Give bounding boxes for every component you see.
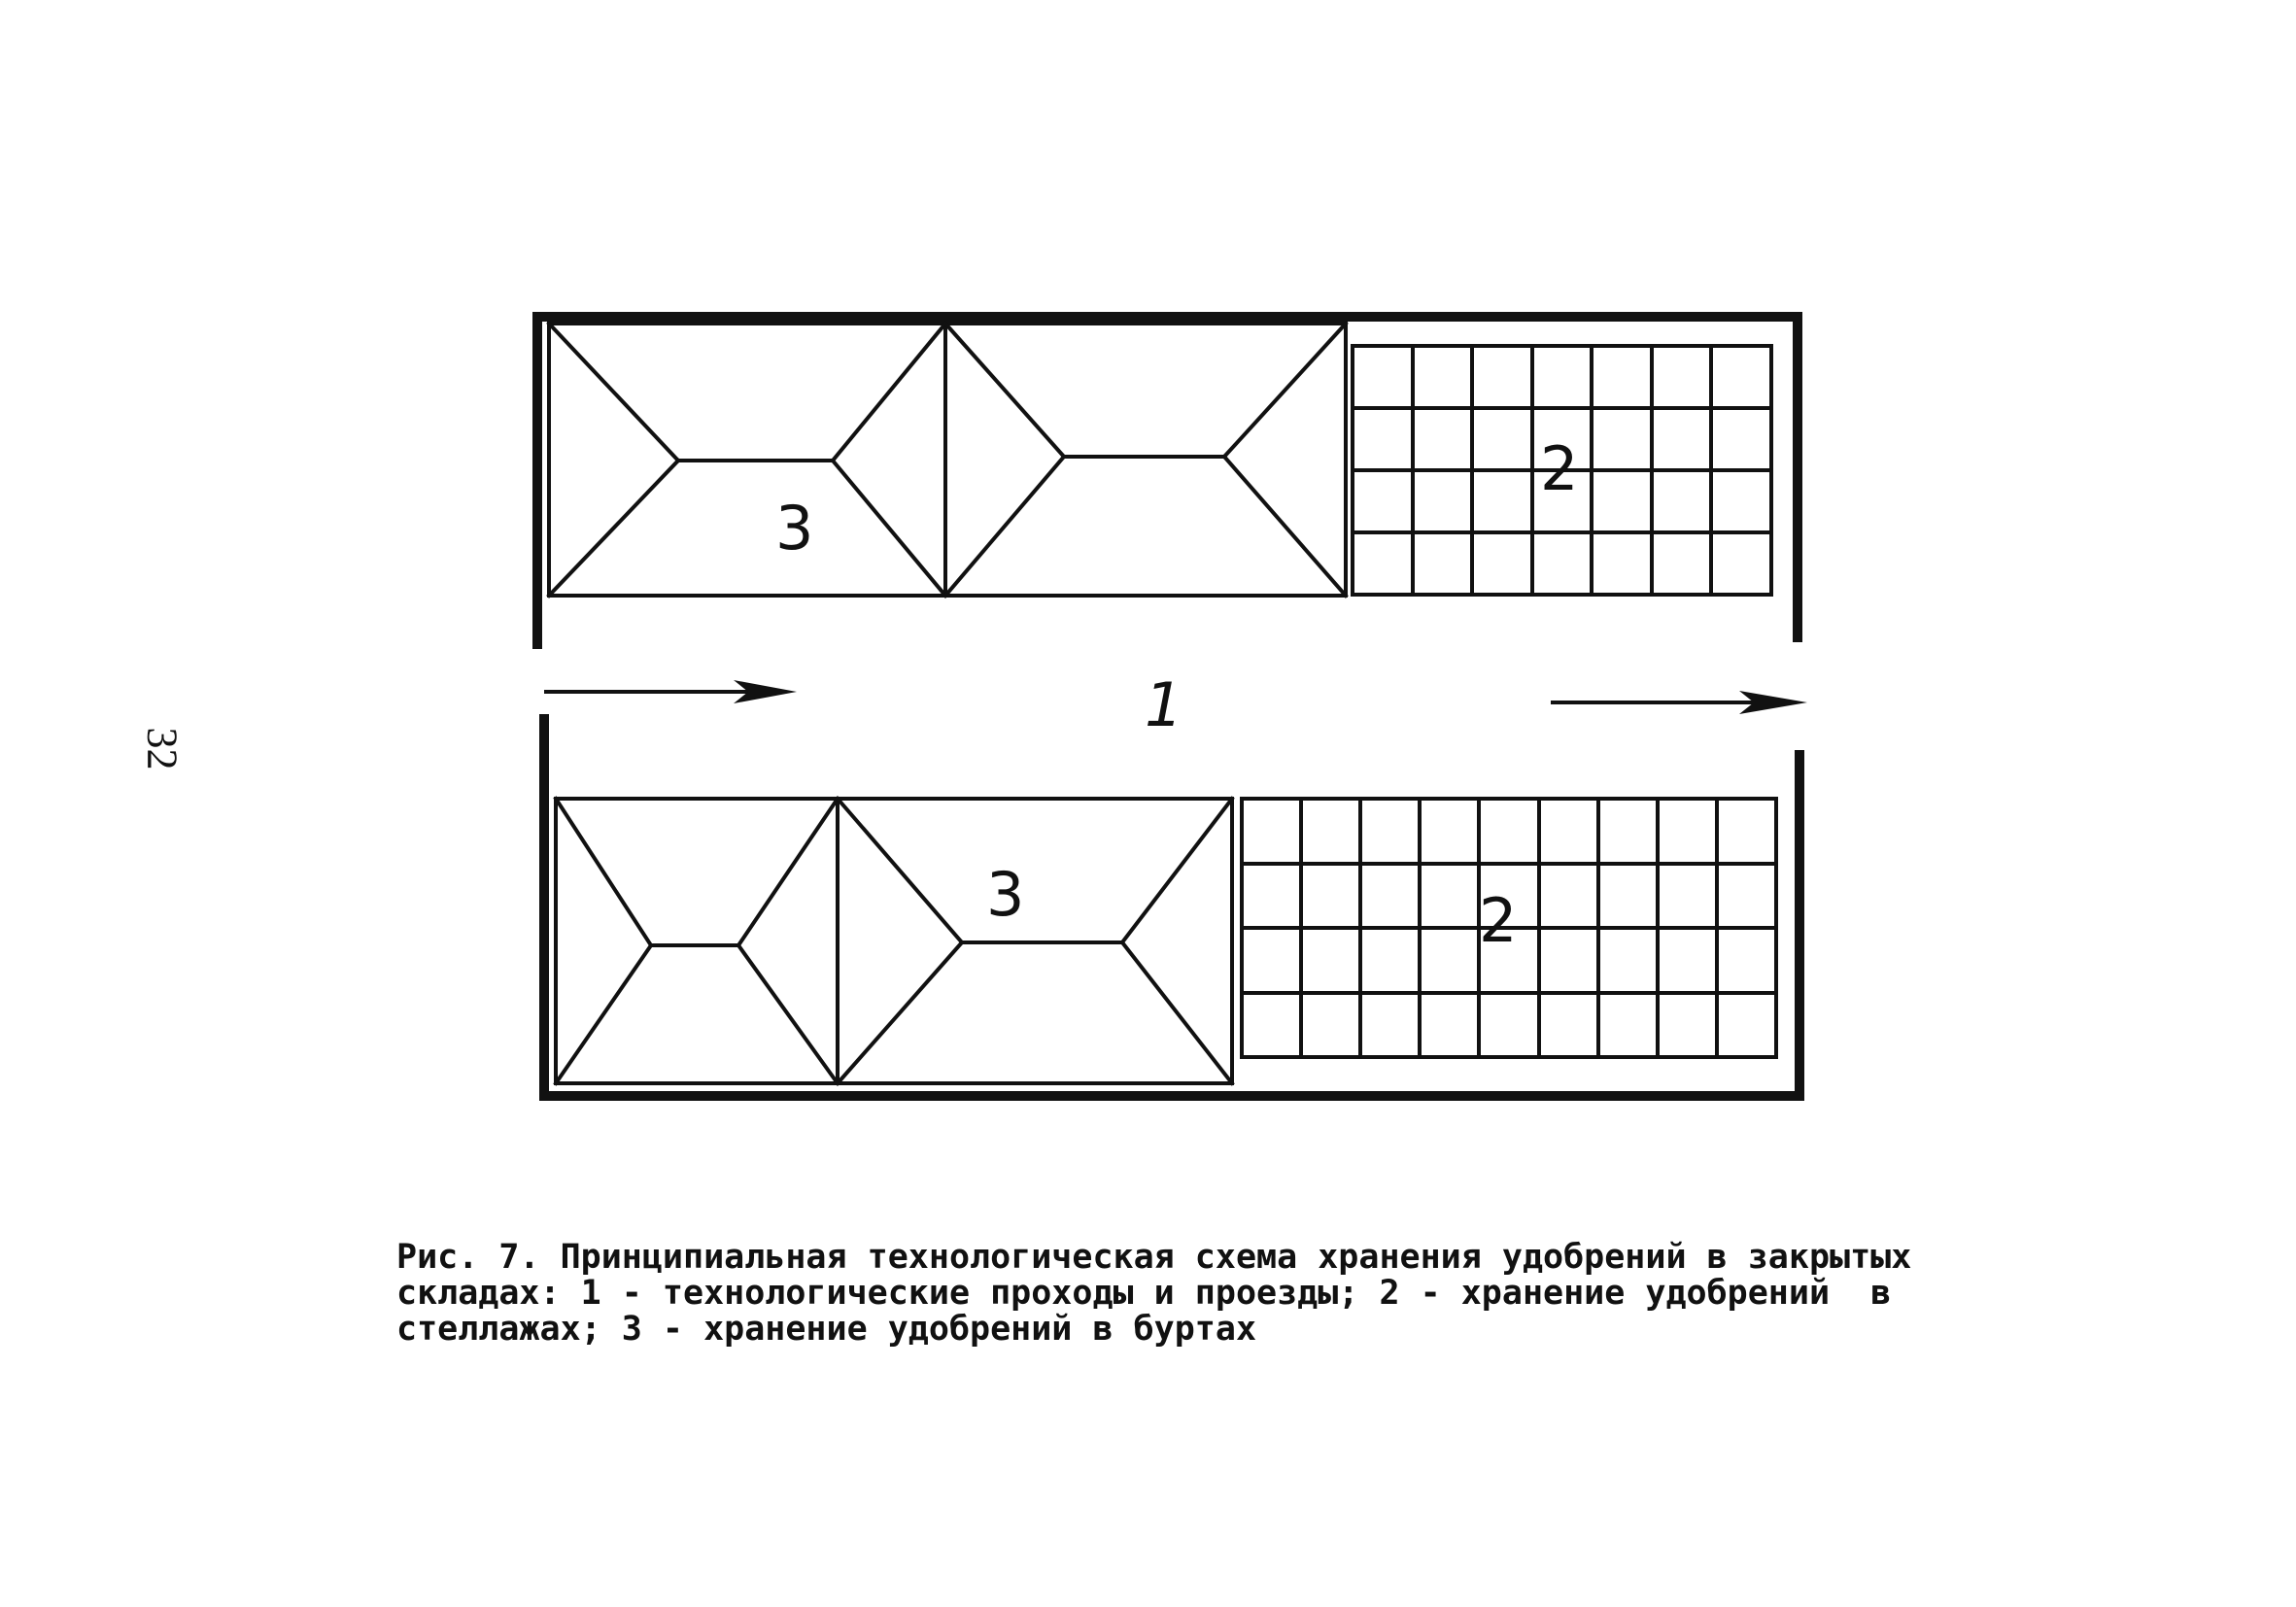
bottom-wall bbox=[544, 719, 1799, 1096]
caption-line-2: складах: 1 - технологические проходы и проезды; 2 - хранение удобрений в bbox=[396, 1274, 1892, 1313]
caption-line-3: стеллажах; 3 - хранение удобрений в буртах bbox=[396, 1310, 1257, 1349]
label-piles-top: 3 bbox=[775, 493, 814, 564]
bottom-piles bbox=[556, 799, 1232, 1083]
label-passage: 1 bbox=[1145, 669, 1183, 740]
figure-caption bbox=[396, 1240, 1951, 1348]
page-number: 32 bbox=[138, 727, 187, 770]
label-piles-bottom: 3 bbox=[986, 859, 1025, 930]
label-racks-top: 2 bbox=[1540, 433, 1579, 504]
caption-line-1: Рис. 7. Принципиальная технологическая схема хранения удобрений в закрытых bbox=[396, 1238, 1912, 1277]
label-racks-bottom: 2 bbox=[1479, 885, 1518, 956]
top-piles bbox=[549, 324, 1346, 596]
